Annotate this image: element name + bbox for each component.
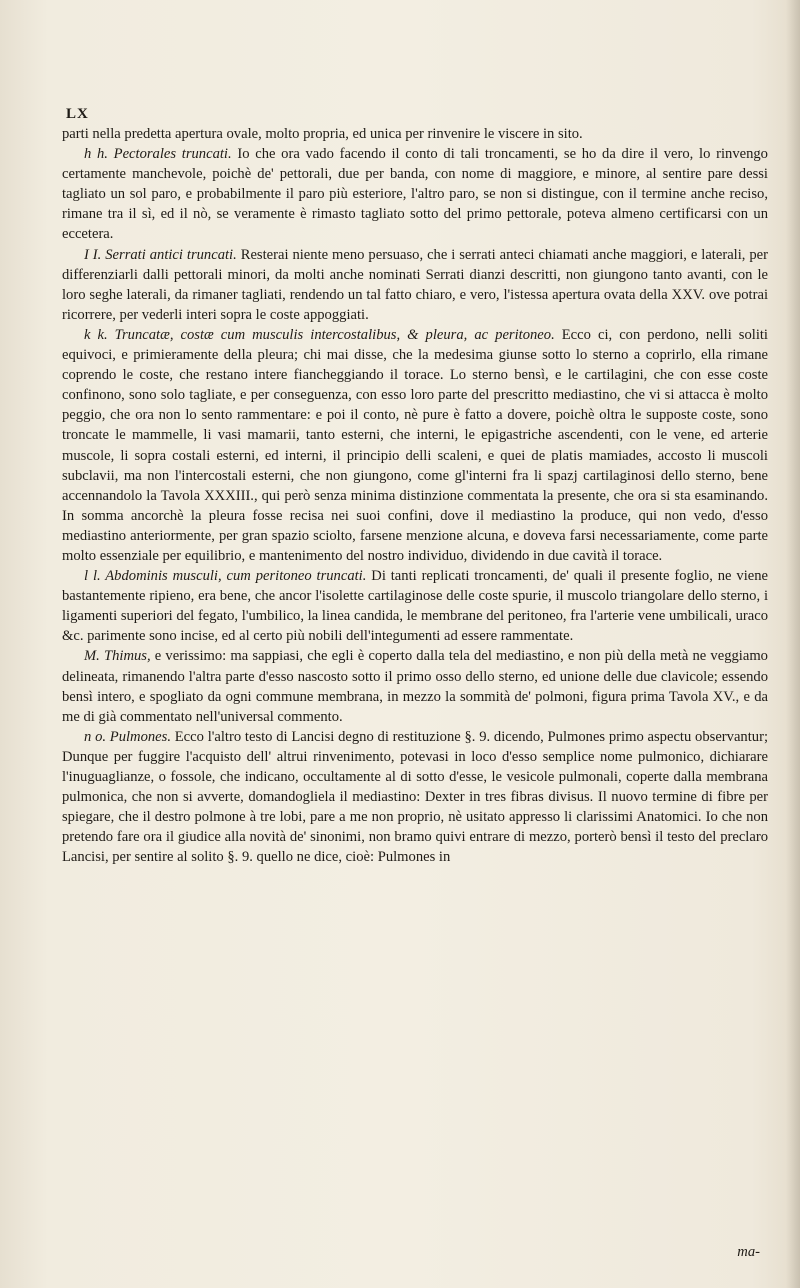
- paragraph-text: Ecco ci, con perdono, nelli soliti equivoci, e primieramente della pleura; chi mai disse, che la medesima giunse sotto lo sterno a coprirlo, ella rimane coprendo le coste, che restano intere fiancheggiando il torace. Lo sterno bensì, e le cartilagini, che con esse coste confinono, sono solo tagliate, e per conseguenza, con esso loro parte del prescritto mediastino, che vi si attacca è molto peggio, che ora non lo sento rammentare: e poi il conto, nè pure è fatto a dovere, poichè oltra le supposte coste, sono troncate le mammelle, li vasi mamarii, tanto esterni, che interni, le epigastriche ascendenti, con le vene, ed arterie muscole, li sopra costali esterni, ed interni, il principio delli scaleni, e quei de platis mamiades, accosto li muscoli subclavii, ma non l'intercostali esterni, che non giungono, come gl'interni fra li spazj cartilaginosi dello sterno, bene accennandolo la Tavola XXXIII., qui però senza minima distinzione commentata la presente, che ora si sta esaminando. In somma ancorchè la pleura fosse recisa nei suoi confini, dove il mediastino la produce, qui non vedo, d'esso mediastino anteriormente, per gran spazio sciolto, farsene menzione alcuna, e doveva farsi necessariamente, come parte molto essenziale per equilibrio, e mantenimento del nostro individuo, dividendo in due cavità il torace.: [62, 326, 768, 564]
- paragraph: [62, 245, 768, 325]
- paragraph-heading: I I. Serrati antici truncati.: [84, 246, 237, 263]
- paragraph-heading: l l. Abdominis musculi, cum peritoneo truncati.: [84, 568, 367, 585]
- paragraph-text: Resterai niente meno persuaso, che i serrati anteci chiamati anche maggiori, e laterali, per differenziarli dalli pettorali minori, da molti anche nominati Serrati dianzi descritti, non giungono tanto avanti, con le loro seghe laterali, da rimaner tagliati, rendendo un tal fatto chiaro, e vero, l'istessa apertura ovata della XXV. ove potrai ricorrere, per vederli interi sopra le coste appoggiati.: [62, 246, 768, 323]
- catchword: ma-: [737, 1244, 760, 1260]
- paragraph: [62, 727, 768, 868]
- paragraph: [62, 566, 768, 646]
- paragraph: [62, 124, 768, 144]
- paragraph: [62, 325, 768, 566]
- paragraph: [62, 646, 768, 726]
- page-edge-shadow: [786, 0, 800, 1288]
- page-number: LX: [66, 106, 89, 122]
- page-body-text: [62, 124, 768, 867]
- paragraph-text: Io che ora vado facendo il conto di tali troncamenti, se ho da dire il vero, lo rinvengo certamente manchevole, poichè de' pettorali, due per banda, con nome di maggiore, e minore, al sentire pare dessi tagliato un sol paro, e probabilmente il paro più esteriore, l'altro paro, se non si distingue, con il termine anche reciso, rimane tra il sì, ed il nò, se veramente è rimasto tagliato sotto del primo pettorale, poteva almeno certificarsi con un eccetera.: [62, 146, 768, 243]
- paragraph-text: e verissimo: ma sappiasi, che egli è coperto dalla tela del mediastino, e non più della metà ne veggiamo delineata, rimanendo l'altra parte d'esso nascosto sotto il primo osso dello sterno, ed unione delle due clavicole; essendo bensì intero, e spogliato da ogni commune membrana, in mezzo la sommità de' polmoni, figura prima Tavola XV., e da me di già commentato nell'universal commento.: [62, 648, 768, 725]
- paragraph-heading: n o. Pulmones.: [84, 728, 171, 745]
- paragraph-heading: h h. Pectorales truncati.: [84, 146, 232, 163]
- paragraph-heading: M. Thimus,: [84, 648, 151, 665]
- paragraph-heading: k k. Truncatæ, costæ cum musculis intercostalibus, & pleura, ac peritoneo.: [84, 326, 555, 343]
- paragraph-text: parti nella predetta apertura ovale, molto propria, ed unica per rinvenire le viscere in sito.: [62, 126, 583, 142]
- paragraph: [62, 144, 768, 244]
- paragraph-text: Ecco l'altro testo di Lancisi degno di restituzione §. 9. dicendo, Pulmones primo aspectu observantur; Dunque per fuggire l'acquisto dell' altrui rinvenimento, potevasi in loco d'esso semplice nome pulmonico, dichiarare l'inuguaglianze, o fossole, che indicano, occultamente al di sotto d'esse, le vesicole pulmonali, coperte dalla membrana pulmonica, che non si avverte, domandogliela il mediastino: Dexter in tres fibras divisus. Il nuovo termine di fibre per spiegare, che il destro polmone à tre lobi, pare a me non proprio, nè usitato appresso li clarissimi Anatomici. Io che non pretendo fare ora il giudice alla novità de' sinonimi, non bramo quivi entrare di mezzo, porterò bensì il testo del preclaro Lancisi, per sentire al solito §. 9. quello ne dice, cioè: Pulmones in: [62, 728, 768, 866]
- paragraph-text: Di tanti replicati troncamenti, de' quali il presente foglio, ne viene bastantemente ripieno, era bene, che ancor l'isolette cartilaginose delle coste spurie, il muscolo triangolare dello sterno, i ligamenti superiori del fegato, l'umbilico, la linea candida, le membrane del peritoneo, fra l'arterie vene umbilicali, uraco &c. parimente sono incise, ed al certo più nobili dell'integumenti ad essere rammentate.: [62, 568, 768, 645]
